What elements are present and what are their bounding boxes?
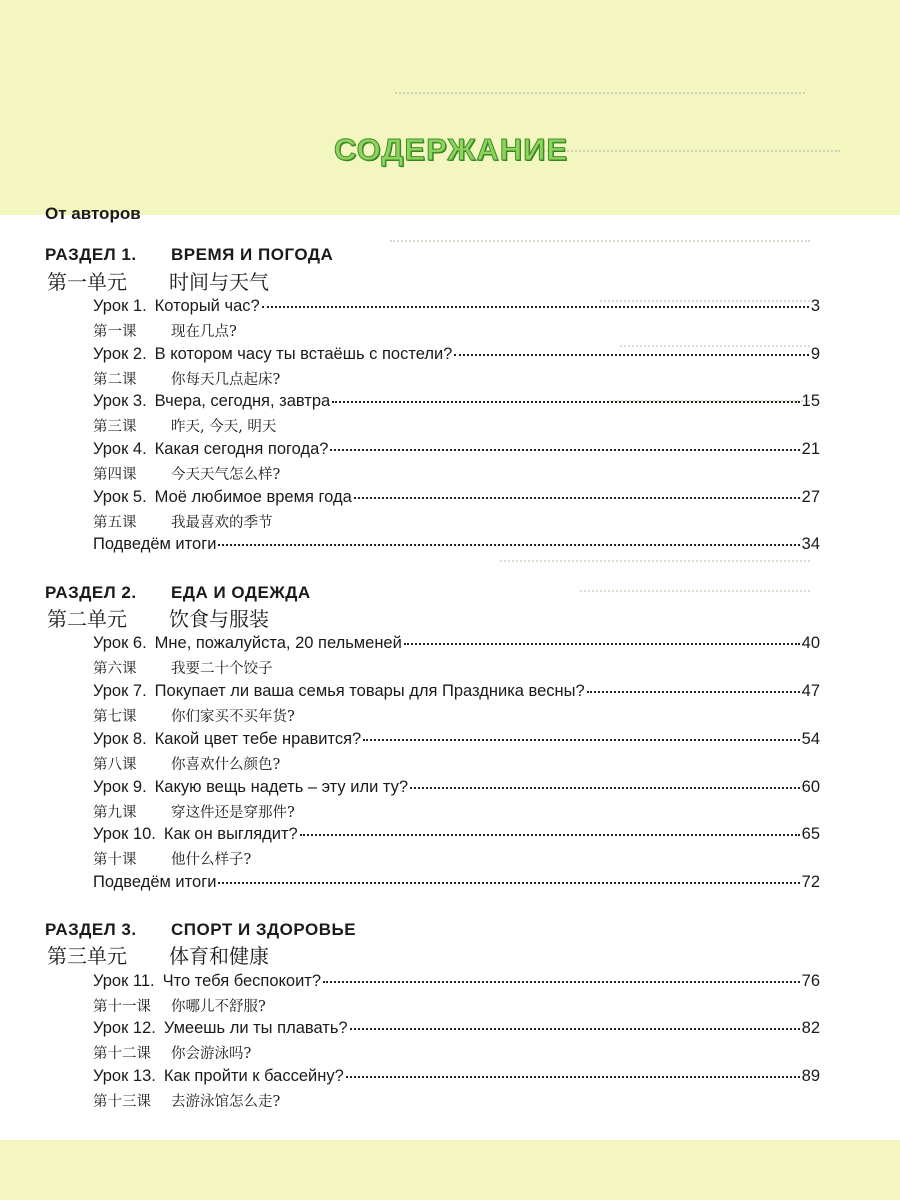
lesson-title-cn: 现在几点?: [171, 324, 237, 340]
lesson-title: В котором часу ты встаёшь с постели?: [154, 345, 453, 363]
dot-leader: [363, 738, 799, 741]
section-number-cn: 第三单元: [47, 944, 127, 968]
summary-entry[interactable]: [93, 535, 820, 554]
lesson-title-cn: 穿这件还是穿那件?: [171, 805, 295, 821]
section-number-cn: 第一单元: [47, 270, 127, 294]
lesson-entry-cn: [93, 463, 280, 484]
lesson-title-cn: 他什么样子?: [171, 852, 252, 868]
lesson-title: Который час?: [154, 297, 260, 315]
section-number: РАЗДЕЛ 2.: [45, 583, 137, 602]
dot-leader: [330, 448, 799, 451]
lesson-entry[interactable]: [93, 730, 820, 749]
section-heading-cn: [47, 940, 269, 969]
lesson-title: Какую вещь надеть – эту или ту?: [154, 778, 409, 796]
lesson-entry-cn: [93, 368, 280, 389]
lesson-title-cn: 去游泳馆怎么走?: [171, 1094, 281, 1110]
lesson-title: Покупает ли ваша семья товары для Праздника весны?: [154, 682, 585, 700]
lesson-entry-cn: [93, 1042, 251, 1063]
page-number: 82: [801, 1019, 820, 1037]
section-number: РАЗДЕЛ 3.: [45, 920, 137, 939]
section-name-cn: 时间与天气: [169, 270, 269, 294]
lesson-entry-cn: [93, 705, 295, 726]
dot-leader: [218, 881, 799, 884]
section-heading: [45, 583, 311, 603]
section-name: ВРЕМЯ И ПОГОДА: [171, 245, 334, 264]
lesson-entry-cn: [93, 848, 251, 869]
section-heading-cn: [47, 603, 269, 632]
dot-leader: [404, 642, 800, 645]
lesson-number: Урок 2.: [93, 345, 147, 363]
lesson-number: Урок 10.: [93, 825, 156, 843]
summary-title: Подведём итоги: [93, 873, 217, 891]
lesson-entry-cn: [93, 415, 276, 436]
lesson-number: Урок 1.: [93, 297, 147, 315]
lesson-number: Урок 12.: [93, 1019, 156, 1037]
lesson-number-cn: 第二课: [93, 372, 137, 388]
summary-entry[interactable]: [93, 873, 820, 892]
lesson-title: Что тебя беспокоит?: [162, 972, 322, 990]
dot-leader: [454, 353, 808, 356]
lesson-title: Вчера, сегодня, завтра: [154, 392, 331, 410]
page-number: 9: [810, 345, 820, 363]
lesson-number: Урок 9.: [93, 778, 147, 796]
lesson-title: Какой цвет тебе нравится?: [154, 730, 362, 748]
lesson-number: Урок 5.: [93, 488, 147, 506]
lesson-title-cn: 昨天, 今天, 明天: [171, 419, 277, 435]
lesson-number: Урок 3.: [93, 392, 147, 410]
lesson-number-cn: 第四课: [93, 467, 137, 483]
lesson-entry[interactable]: [93, 825, 820, 844]
lesson-entry[interactable]: [93, 634, 820, 653]
lesson-entry-cn: [93, 320, 237, 341]
lesson-title-cn: 你喜欢什么颜色?: [171, 757, 281, 773]
page-number: 21: [801, 440, 820, 458]
lesson-number-cn: 第七课: [93, 709, 137, 725]
dot-leader: [262, 305, 809, 308]
lesson-entry[interactable]: [93, 778, 820, 797]
page-number: 34: [801, 535, 820, 553]
page-number: 27: [801, 488, 820, 506]
lesson-entry-cn: [93, 657, 273, 678]
from-authors-entry[interactable]: От авторов: [45, 204, 141, 223]
lesson-entry-cn: [93, 753, 280, 774]
lesson-title: Умеешь ли ты плавать?: [163, 1019, 348, 1037]
lesson-number-cn: 第五课: [93, 515, 137, 531]
lesson-title: Моё любимое время года: [154, 488, 352, 506]
section-heading: [45, 245, 333, 265]
lesson-number-cn: 第十一课: [93, 999, 151, 1015]
lesson-number-cn: 第八课: [93, 757, 137, 773]
section-name: СПОРТ И ЗДОРОВЬЕ: [171, 920, 357, 939]
lesson-title-cn: 你们家买不买年货?: [171, 709, 295, 725]
lesson-number-cn: 第十三课: [93, 1094, 151, 1110]
lesson-number-cn: 第三课: [93, 419, 137, 435]
lesson-entry[interactable]: [93, 972, 820, 991]
page-number: 76: [801, 972, 820, 990]
dot-leader: [218, 543, 799, 546]
page-number: 54: [801, 730, 820, 748]
section-name-cn: 体育和健康: [169, 944, 269, 968]
lesson-number: Урок 4.: [93, 440, 147, 458]
lesson-title-cn: 我要二十个饺子: [171, 661, 273, 677]
lesson-entry[interactable]: [93, 488, 820, 507]
lesson-number-cn: 第十二课: [93, 1046, 151, 1062]
page-number: 3: [810, 297, 820, 315]
dot-leader: [350, 1027, 800, 1030]
dot-leader: [587, 690, 800, 693]
lesson-entry-cn: [93, 1090, 280, 1111]
lesson-title-cn: 我最喜欢的季节: [171, 515, 273, 531]
lesson-entry[interactable]: [93, 345, 820, 364]
lesson-number-cn: 第九课: [93, 805, 137, 821]
summary-title: Подведём итоги: [93, 535, 217, 553]
dot-leader: [332, 400, 799, 403]
lesson-entry[interactable]: [93, 297, 820, 316]
lesson-title-cn: 你哪儿不舒服?: [171, 999, 266, 1015]
lesson-title: Как пройти к бассейну?: [163, 1067, 344, 1085]
page-number: 40: [801, 634, 820, 652]
page-number: 65: [801, 825, 820, 843]
lesson-entry[interactable]: [93, 440, 820, 459]
page-number: 47: [801, 682, 820, 700]
page-number: 15: [801, 392, 820, 410]
page-number: 89: [801, 1067, 820, 1085]
lesson-entry-cn: [93, 511, 273, 532]
section-number: РАЗДЕЛ 1.: [45, 245, 137, 264]
dot-leader: [300, 833, 800, 836]
lesson-entry-cn: [93, 995, 266, 1016]
lesson-title-cn: 你每天几点起床?: [171, 372, 281, 388]
lesson-entry[interactable]: [93, 1067, 820, 1086]
page-number: 72: [801, 873, 820, 891]
section-name-cn: 饮食与服装: [169, 607, 269, 631]
lesson-title-cn: 你会游泳吗?: [171, 1046, 252, 1062]
lesson-title: Какая сегодня погода?: [154, 440, 329, 458]
page-number: 60: [801, 778, 820, 796]
lesson-number: Урок 8.: [93, 730, 147, 748]
lesson-number-cn: 第一课: [93, 324, 137, 340]
dot-leader: [410, 786, 800, 789]
section-heading-cn: [47, 266, 269, 295]
lesson-entry[interactable]: [93, 392, 820, 411]
lesson-number: Урок 13.: [93, 1067, 156, 1085]
dot-leader: [323, 980, 800, 983]
dot-leader: [346, 1075, 800, 1078]
lesson-number: Урок 6.: [93, 634, 147, 652]
section-heading: [45, 920, 356, 940]
lesson-number-cn: 第十课: [93, 852, 137, 868]
lesson-number: Урок 11.: [93, 972, 155, 990]
lesson-title: Как он выглядит?: [163, 825, 298, 843]
lesson-entry-cn: [93, 801, 295, 822]
section-name: ЕДА И ОДЕЖДА: [171, 583, 311, 602]
lesson-number: Урок 7.: [93, 682, 147, 700]
lesson-entry[interactable]: [93, 1019, 820, 1038]
dot-leader: [354, 496, 800, 499]
lesson-title-cn: 今天天气怎么样?: [171, 467, 281, 483]
section-number-cn: 第二单元: [47, 607, 127, 631]
lesson-number-cn: 第六课: [93, 661, 137, 677]
lesson-entry[interactable]: [93, 682, 820, 701]
lesson-title: Мне, пожалуйста, 20 пельменей: [154, 634, 402, 652]
page-title: СОДЕРЖАНИЕ: [334, 132, 569, 167]
